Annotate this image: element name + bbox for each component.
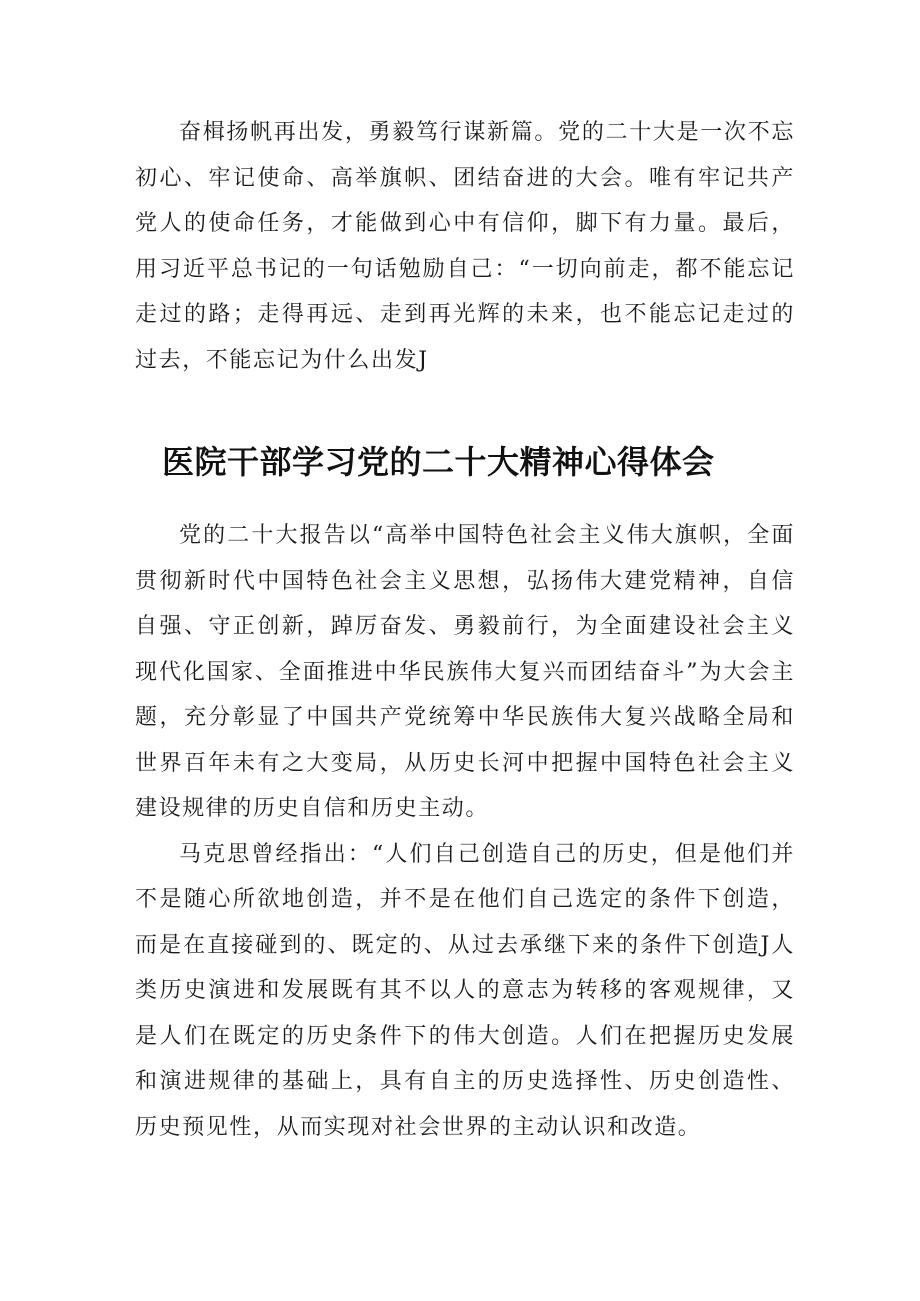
article-title: 医院干部学习党的二十大精神心得体会 (162, 443, 715, 481)
article-paragraph-2: 马克思曾经指出：“人们自己创造自己的历史，但是他们并不是随心所欲地创造，并不是在他们自己选定的条件下创造，而是在直接碰到的、既定的、从过去承继下来的条件下创造J人类历史演进和发展既有其不以人的意志为转移的客观规律，又是人们在既定的历史条件下的伟大创造。人们在把握历史发展和演进规律的基础上，具有自主的历史选择性、历史创造性、历史预见性，从而实现对社会世界的主动认识和改造。 (135, 841, 795, 1140)
intro-section (135, 110, 795, 383)
article-body (135, 513, 795, 1150)
article-paragraph-1: 党的二十大报告以“高举中国特色社会主义伟大旗帜，全面贯彻新时代中国特色社会主义思想，弘扬伟大建党精神，自信自强、守正创新，踔厉奋发、勇毅前行，为全面建设社会主义现代化国家、全面推进中华民族伟大复兴而团结奋斗”为大会主题，充分彰显了中国共产党统筹中华民族伟大复兴战略全局和世界百年未有之大变局，从历史长河中把握中国特色社会主义建设规律的历史自信和历史主动。 (135, 523, 795, 821)
intro-paragraph: 奋楫扬帆再出发，勇毅笃行谋新篇。党的二十大是一次不忘初心、牢记使命、高举旗帜、团结奋进的大会。唯有牢记共产党人的使命任务，才能做到心中有信仰，脚下有力量。最后，用习近平总书记的一句话勉励自己：“一切向前走，都不能忘记走过的路；走得再远、走到再光辉的未来，也不能忘记走过的过去，不能忘记为什么出发J (135, 120, 795, 373)
